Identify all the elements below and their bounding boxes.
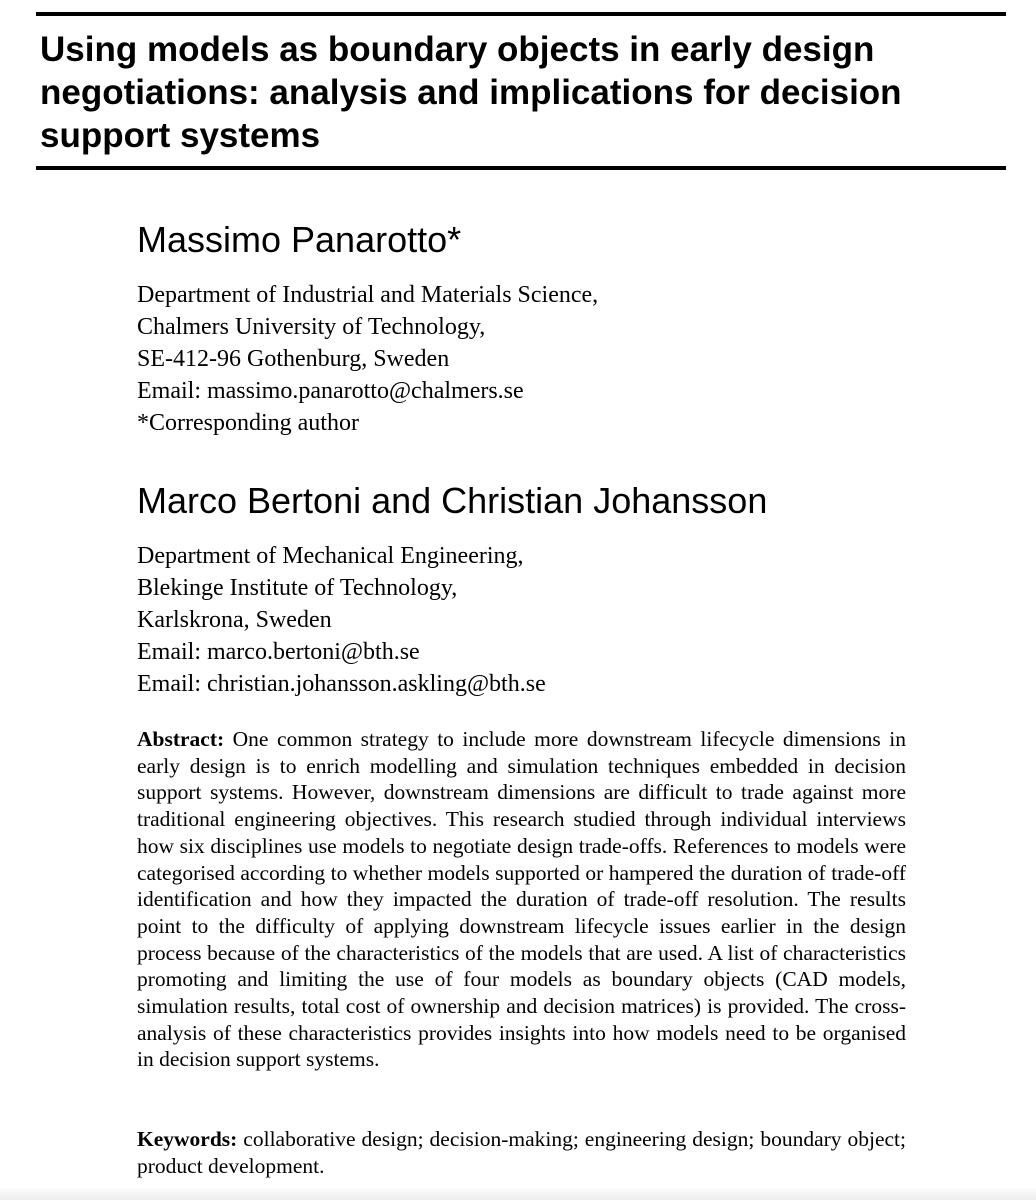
affiliation-line: Karlskrona, Sweden	[137, 607, 332, 633]
affiliation-line: Blekinge Institute of Technology,	[137, 575, 458, 601]
author-name-first: Massimo Panarotto*	[137, 219, 462, 260]
affiliation-line: Chalmers University of Technology,	[137, 314, 486, 340]
keywords	[137, 1126, 906, 1179]
page-bottom-edge	[0, 1188, 1036, 1200]
keywords-text: collaborative design; decision-making; engineering design; boundary object; product development.	[137, 1127, 906, 1178]
affiliation-line: Department of Mechanical Engineering,	[137, 543, 524, 569]
author-email: Email: christian.johansson.askling@bth.se	[137, 671, 546, 697]
keywords-label: Keywords:	[137, 1127, 238, 1151]
affiliation-block-second	[137, 540, 546, 700]
author-name-second: Marco Bertoni and Christian Johansson	[137, 480, 768, 521]
paper-title: Using models as boundary objects in early design negotiations: analysis and implications for decision support systems	[40, 30, 902, 155]
abstract	[137, 726, 906, 1073]
corresponding-author-note: *Corresponding author	[137, 410, 359, 436]
abstract-label: Abstract:	[137, 727, 225, 751]
author-email: Email: massimo.panarotto@chalmers.se	[137, 378, 524, 404]
affiliation-block-first	[137, 279, 598, 439]
title-bottom-rule	[36, 166, 1006, 170]
abstract-text: One common strategy to include more downstream lifecycle dimensions in early design is to enrich modelling and simulation techniques embedded in decision support systems. However, downstream dimensions are difficult to trade against more traditional engineering objectives. This research studied through individual interviews how six disciplines use models to negotiate design trade-offs. References to models were categorised according to whether models supported or hampered the duration of trade-off identification and how they impacted the duration of trade-off resolution. The results point to the difficulty of applying downstream lifecycle issues earlier in the design process because of the characteristics of the models that are used. A list of characteristics promoting and limiting the use of four models as boundary objects (CAD models, simulation results, total cost of ownership and decision matrices) is provided. The cross-analysis of these characteristics provides insights into how models need to be organised in decision support systems.	[137, 727, 907, 1072]
author-email: Email: marco.bertoni@bth.se	[137, 639, 420, 665]
affiliation-line: Department of Industrial and Materials Science,	[137, 282, 599, 308]
title-top-rule	[36, 12, 1006, 16]
affiliation-line: SE-412-96 Gothenburg, Sweden	[137, 346, 450, 372]
